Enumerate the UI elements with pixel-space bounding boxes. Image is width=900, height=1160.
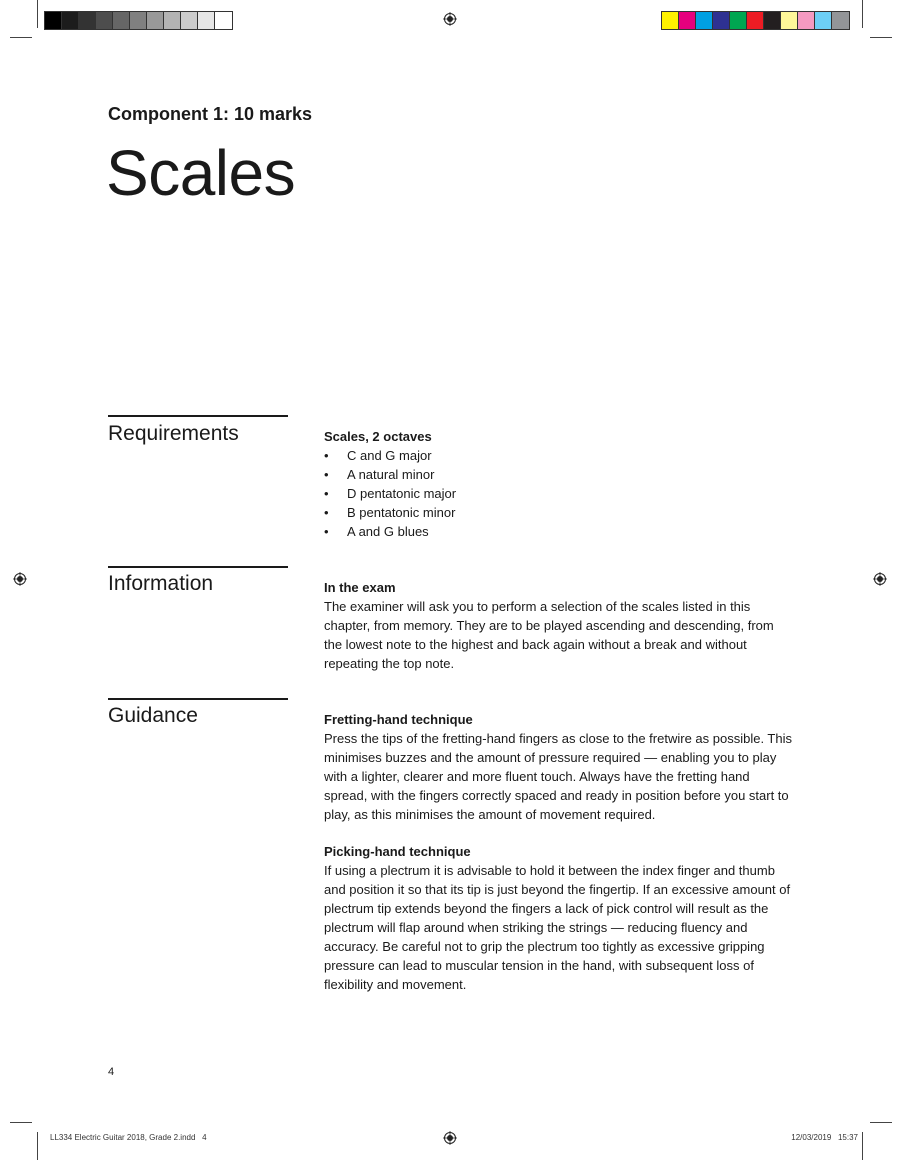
color-swatch — [181, 12, 198, 29]
crop-mark — [10, 1122, 32, 1123]
scales-list — [324, 447, 794, 542]
requirements-body — [324, 428, 794, 541]
color-swatch — [730, 12, 747, 29]
component-heading: Component 1: 10 marks — [108, 104, 313, 124]
information-body — [324, 579, 794, 674]
color-swatch — [815, 12, 832, 29]
color-swatch — [215, 12, 232, 29]
process-color-bar — [661, 11, 850, 30]
crop-mark — [862, 0, 863, 28]
information-heading: Information — [108, 572, 214, 595]
crop-mark — [862, 1132, 863, 1160]
crop-mark — [870, 1122, 892, 1123]
color-swatch — [662, 12, 679, 29]
fretting-label: Fretting-hand technique — [324, 712, 473, 727]
color-swatch — [79, 12, 96, 29]
list-item: • D pentatonic major — [324, 485, 794, 504]
color-swatch — [679, 12, 696, 29]
registration-mark-icon — [13, 572, 27, 586]
picking-label: Picking-hand technique — [324, 844, 471, 860]
fretting-text: Press the tips of the fretting-hand fingers as close to the fretwire as possible. This minimises buzzes and the amount of pressure required — enabling you to play with a lighter, clearer and more fluent touch. Always have the fretting hand spread, with the fingers correctly spaced and ready in position before you start to play, as this minimises the amount of movement required. — [324, 730, 792, 822]
crop-mark — [870, 37, 892, 38]
color-swatch — [713, 12, 730, 29]
color-swatch — [147, 12, 164, 29]
list-item: • A natural minor — [324, 466, 794, 485]
crop-mark — [37, 1132, 38, 1160]
grey-color-bar — [44, 11, 233, 30]
color-swatch — [45, 12, 62, 29]
crop-mark — [10, 37, 32, 38]
information-label: In the exam — [324, 580, 396, 595]
date-slug: 12/03/2019 15:37 — [791, 1133, 858, 1142]
color-swatch — [798, 12, 815, 29]
section-rule — [108, 698, 288, 700]
registration-mark-icon — [443, 1131, 457, 1145]
list-item: • A and G blues — [324, 523, 794, 542]
list-item: • C and G major — [324, 447, 794, 466]
color-swatch — [764, 12, 781, 29]
requirements-label: Scales, 2 octaves — [324, 429, 432, 444]
color-swatch — [62, 12, 79, 29]
color-swatch — [781, 12, 798, 29]
crop-mark — [37, 0, 38, 28]
page-number: 4 — [108, 1066, 115, 1078]
requirements-heading: Requirements — [108, 422, 239, 445]
color-swatch — [747, 12, 764, 29]
page-title: Scales — [106, 137, 296, 209]
section-rule — [108, 415, 288, 417]
color-swatch — [164, 12, 181, 29]
picking-text: If using a plectrum it is advisable to hold it between the index finger and thumb and position it so that its tip is just beyond the fingertip. If an excessive amount of plectrum tip extends beyond the fingers a lack of pick control will result as the plectrum will flap around when striking the strings — reducing fluency and accuracy. Be careful not to grip the plectrum too tightly as excessive gripping pressure can lead to muscular tension in the hand, with subsequent loss of flexibility and movement. — [324, 863, 791, 992]
information-text: The examiner will ask you to perform a selection of the scales listed in this chapter, from memory. They are to be played ascending and descending, from the lowest note to the highest and back again without a break and without repeating the top note. — [324, 598, 774, 671]
guidance-heading: Guidance — [108, 704, 198, 727]
registration-mark-icon — [873, 572, 887, 586]
section-rule — [108, 566, 288, 568]
guidance-body — [324, 711, 794, 995]
color-swatch — [113, 12, 130, 29]
color-swatch — [832, 12, 849, 29]
color-swatch — [130, 12, 147, 29]
color-swatch — [198, 12, 215, 29]
file-slug: LL334 Electric Guitar 2018, Grade 2.indd 4 — [50, 1133, 207, 1142]
color-swatch — [96, 12, 113, 29]
registration-mark-icon — [443, 12, 457, 26]
color-swatch — [696, 12, 713, 29]
list-item: • B pentatonic minor — [324, 504, 794, 523]
